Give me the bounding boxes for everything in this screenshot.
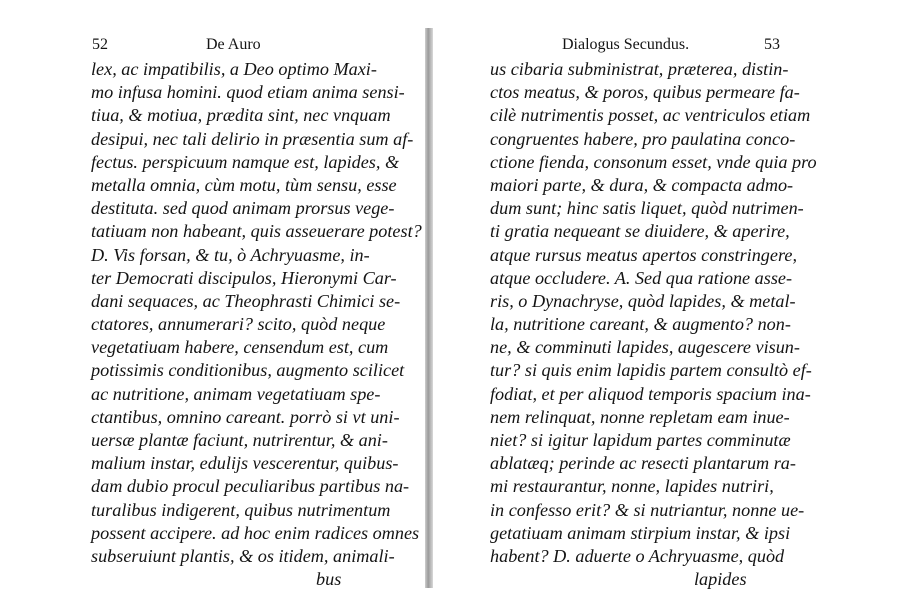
text-line: cilè nutrimentis posset, ac ventriculos etiam (490, 105, 811, 126)
text-line: ne, & comminuti lapides, augescere visun- (490, 337, 800, 358)
text-line: congruentes habere, pro paulatina conco- (490, 128, 796, 149)
text-line: ctos meatus, & poros, quibus permeare fa- (490, 82, 800, 103)
running-head: Dialogus Secundus. (562, 36, 690, 53)
text-line: ti gratia nequeant se diuidere, & aperire, (490, 221, 790, 242)
text-line: tur? si quis enim lapidis partem consultò ef- (490, 360, 812, 381)
text-block (91, 58, 422, 591)
text-line: dam dubio procul peculiaribus partibus na- (91, 476, 410, 497)
text-line: habent? D. aduerte o Achryuasme, quòd (490, 545, 785, 566)
text-line: ablatæq; perinde ac resecti plantarum ra- (490, 453, 796, 474)
text-line: turalibus indigerent, quibus nutrimentum (91, 499, 391, 520)
text-line: tiua, & motiua, prædita sint, nec vnquam (91, 105, 391, 126)
text-line: metalla omnia, cùm motu, tùm sensu, esse (91, 174, 397, 195)
text-line: malium instar, edulijs vescerentur, quibus- (91, 453, 399, 474)
text-line: desipui, nec tali delirio in præsentia sum af- (91, 128, 414, 149)
running-head: De Auro (206, 36, 261, 53)
page-number: 53 (764, 36, 780, 53)
text-line: ctione fienda, consonum esset, vnde quia pro (490, 151, 817, 172)
text-line: maiori parte, & dura, & compacta admo- (490, 174, 794, 195)
text-line: ac nutritione, animam vegetatiuam spe- (91, 383, 381, 404)
text-line: in confesso erit? & si nutriantur, nonne ue- (490, 499, 805, 520)
text-line: la, nutritione careant, & augmento? non- (490, 314, 791, 335)
text-line: mi restaurantur, nonne, lapides nutriri, (490, 476, 774, 497)
text-line: ter Democrati discipulos, Hieronymi Car- (91, 267, 397, 288)
text-line: ctatores, annumerari? scito, quòd neque (91, 314, 386, 335)
text-line: ctantibus, omnino careant. porrò si vt uni- (91, 406, 400, 427)
page-number: 52 (92, 36, 108, 53)
text-line: nem relinquat, nonne repletam eam inue- (490, 406, 790, 427)
text-line: tatiuam non habeant, quis asseuerare potest? (91, 221, 422, 242)
book-gutter (425, 28, 433, 588)
text-line: lex, ac impatibilis, a Deo optimo Maxi- (91, 59, 377, 79)
text-line: dum sunt; hinc satis liquet, quòd nutrimen- (490, 198, 804, 219)
text-line: fectus. perspicuum namque est, lapides, & (91, 151, 400, 172)
text-line: atque occludere. A. Sed qua ratione asse- (490, 267, 793, 288)
text-line: possent accipere. ad hoc enim radices omnes (91, 522, 420, 543)
text-block (490, 58, 817, 591)
text-line: D. Vis forsan, & tu, ò Achryuasme, in- (91, 244, 370, 265)
catchword: bus (316, 569, 342, 590)
text-line: destituta. sed quod animam prorsus vege- (91, 198, 395, 219)
text-line: subseruiunt plantis, & os itidem, animali- (91, 545, 395, 566)
text-line: mo infusa homini. quod etiam anima sensi- (91, 82, 405, 103)
catchword: lapides (694, 569, 747, 590)
text-line: us cibaria subministrat, præterea, distin- (490, 59, 789, 79)
text-line: niet? si igitur lapidum partes comminutæ (490, 430, 791, 450)
text-line: potissimis conditionibus, augmento scilicet (91, 360, 405, 381)
text-line: uersæ plantæ faciunt, nutrirentur, & ani- (91, 430, 388, 450)
text-line: ris, o Dynachryse, quòd lapides, & metal- (490, 290, 796, 311)
text-line: atque rursus meatus apertos constringere, (490, 244, 797, 265)
text-line: dani sequaces, ac Theophrasti Chimici se- (91, 290, 401, 311)
text-line: fodiat, et per aliquod temporis spacium ina- (490, 383, 811, 404)
text-line: vegetatiuam habere, censendum est, cum (91, 337, 389, 358)
text-line: getatiuam animam stirpium instar, & ipsi (490, 522, 791, 543)
